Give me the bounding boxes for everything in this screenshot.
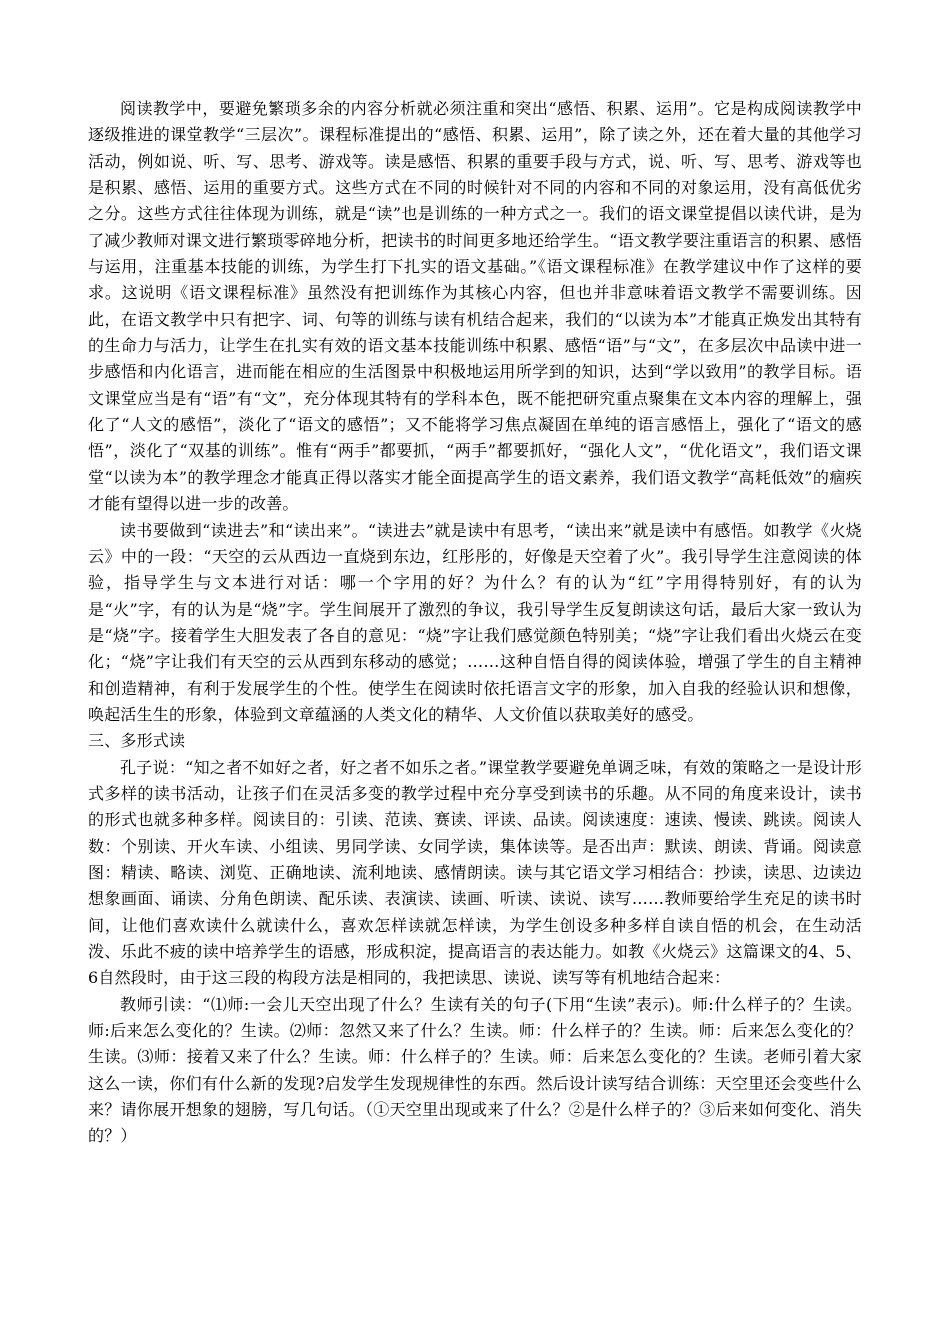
body-paragraph: 孔子说：“知之者不如好之者，好之者不如乐之者。”课堂教学要避免单调乏味，有效的策略之一是设计形式多样的读书活动，让孩子们在灵活多变的教学过程中充分享受到读书的乐趣。从不同的角度来设计，读书的形式也就多种多样。阅读目的：引读、范读、赛读、评读、品读。阅读速度：速读、慢读、跳读。阅读人数：个别读、开火车读、小组读、男同学读、女同学读，集体读等。是否出声：默读、朗读、背诵。阅读意图：精读、略读、浏览、正确地读、流利地读、感情朗读。读与其它语文学习相结合：抄读，读思、边读边想象画面、诵读、分角色朗读、配乐读、表演读、读画、听读、读说、读写……教师要给学生充足的读书时间，让他们喜欢读什么就读什么，喜欢怎样读就怎样读，为学生创设多种多样自读自悟的机会，在生动活泼、乐此不疲的读中培养学生的语感，形成积淀，提高语言的表达能力。如教《火烧云》这篇课文的4、5、6自然段时，由于这三段的构段方法是相同的，我把读思、读说、读写等有机地结合起来： — [88, 757, 862, 988]
body-paragraph: 阅读教学中，要避免繁琐多余的内容分析就必须注重和突出“感悟、积累、运用”。它是构成阅读教学中逐级推进的课堂教学“三层次”。课程标准提出的“感悟、积累、运用”，除了读之外，还在着大量的其他学习活动，例如说、听、写、思考、游戏等。读是感悟、积累的重要手段与方式，说、听、写、思考、游戏等也是积累、感悟、运用的重要方式。这些方式在不同的时候针对不同的内容和不同的对象运用，没有高低优劣之分。这些方式往往体现为训练，就是“读”也是训练的一种方式之一。我们的语文课堂提倡以读代讲，是为了减少教师对课文进行繁琐零碎地分析，把读书的时间更多地还给学生。“语文教学要注重语言的积累、感悟与运用，注重基本技能的训练，为学生打下扎实的语文基础。”《语文课程标准》在教学建议中作了这样的要求。这说明《语文课程标准》虽然没有把训练作为其核心内容，但也并非意味着语文教学不需要训练。因此，在语文教学中只有把字、词、句等的训练与读有机结合起来，我们的“以读为本”才能真正焕发出其特有的生命力与活力，让学生在扎实有效的语文基本技能训练中积累、感悟“语”与“文”，在多层次中品读中进一步感悟和内化语言，进而能在相应的生活图景中积极地运用所学到的知识，达到“学以致用”的教学目标。语文课堂应当是有“语”有“文”，充分体现其特有的学科本色，既不能把研究重点聚集在文本内容的理解上，强化了“人文的感悟”，淡化了“语文的感悟”；又不能将学习焦点凝固在单纯的语言感悟上，强化了“语文的感悟”，淡化了“双基的训练”。惟有“两手”都要抓，“两手”都要抓好，“强化人文”，“优化语文”，我们语文课堂“以读为本”的教学理念才能真正得以落实才能全面提高学生的语文素养，我们语文教学“高耗低效”的痼疾才能有望得以进一步的改善。 — [88, 99, 862, 514]
section-heading: 三、多形式读 — [88, 731, 186, 751]
body-paragraph: 教师引读：“⑴师:一会儿天空出现了什么？生读有关的句子(下用“生读”表示)。师:什么样子的？生读。师:后来怎么变化的？生读。⑵师：忽然又来了什么？生读。师：什么样子的？生读。师：后来怎么变化的？生读。⑶师：接着又来了什么？生读。师：什么样子的？生读。师：后来怎么变化的？生读。老师引着大家这么一读，你们有什么新的发现?启发学生发现规律性的东西。然后设计读写结合训练：天空里还会变些什么来？请你展开想象的翅膀，写几句话。（①天空里出现或来了什么？②是什么样子的？③后来如何变化、消失的？） — [88, 994, 862, 1146]
body-paragraph: 读书要做到“读进去”和“读出来”。“读进去”就是读中有思考，“读出来”就是读中有感悟。如教学《火烧云》中的一段：“天空的云从西边一直烧到东边，红彤彤的，好像是天空着了火”。我引导学生注意阅读的体验，指导学生与文本进行对话：哪一个字用的好？为什么？有的认为“红”字用得特别好，有的认为是“火”字，有的认为是“烧”字。学生间展开了激烈的争议，我引导学生反复朗读这句话，最后大家一致认为是“烧”字。接着学生大胆发表了各自的意见：“烧”字让我们感觉颜色特别美；“烧”字让我们看出火烧云在变化；“烧”字让我们有天空的云从西到东移动的感觉；……这种自悟自得的阅读体验，增强了学生的自主精神和创造精神，有利于发展学生的个性。使学生在阅读时依托语言文字的形象，加入自我的经验认识和想像，唤起活生生的形象，体验到文章蕴涵的人类文化的精华、人文价值以获取美好的感受。 — [88, 520, 862, 724]
document-page — [88, 96, 862, 1150]
